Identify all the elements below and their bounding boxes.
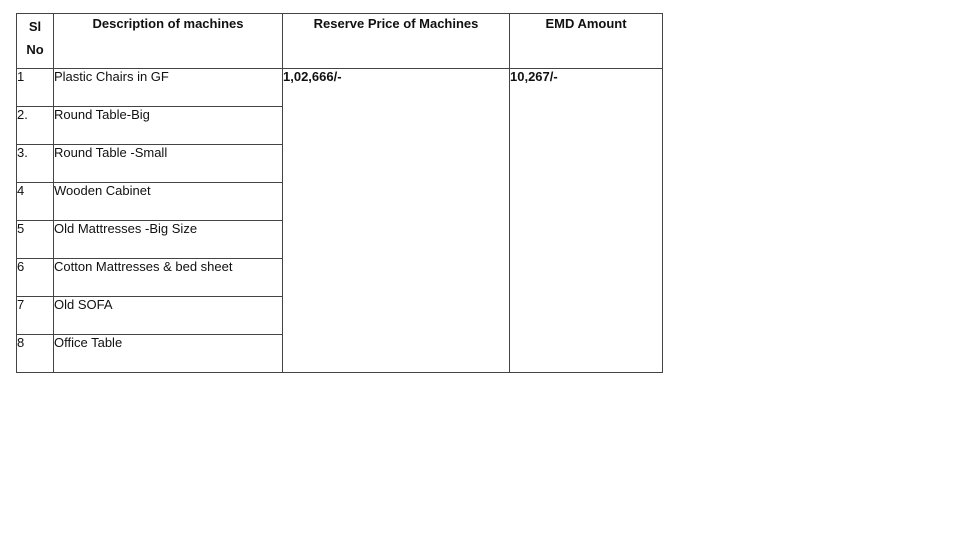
table-row [17,69,663,107]
row-description: Round Table-Big [54,107,283,145]
emd-amount-value: 10,267/- [510,69,663,373]
row-description: Plastic Chairs in GF [54,69,283,107]
header-sl-no [17,14,54,69]
row-description: Round Table -Small [54,145,283,183]
row-description: Old SOFA [54,297,283,335]
header-description: Description of machines [54,14,283,69]
header-reserve-price: Reserve Price of Machines [283,14,510,69]
row-sl-number: 3. [17,145,54,183]
auction-table [16,13,663,373]
header-emd-amount: EMD Amount [510,14,663,69]
row-description: Office Table [54,335,283,373]
row-sl-number: 7 [17,297,54,335]
row-sl-number: 6 [17,259,54,297]
row-sl-number: 2. [17,107,54,145]
reserve-price-value: 1,02,666/- [283,69,510,373]
row-description: Cotton Mattresses & bed sheet [54,259,283,297]
row-description: Old Mattresses -Big Size [54,221,283,259]
row-sl-number: 1 [17,69,54,107]
row-sl-number: 8 [17,335,54,373]
header-sl-line2: No [26,42,44,57]
row-sl-number: 5 [17,221,54,259]
table-header-row [17,14,663,69]
row-sl-number: 4 [17,183,54,221]
header-sl-line1: Sl [28,19,42,34]
row-description: Wooden Cabinet [54,183,283,221]
